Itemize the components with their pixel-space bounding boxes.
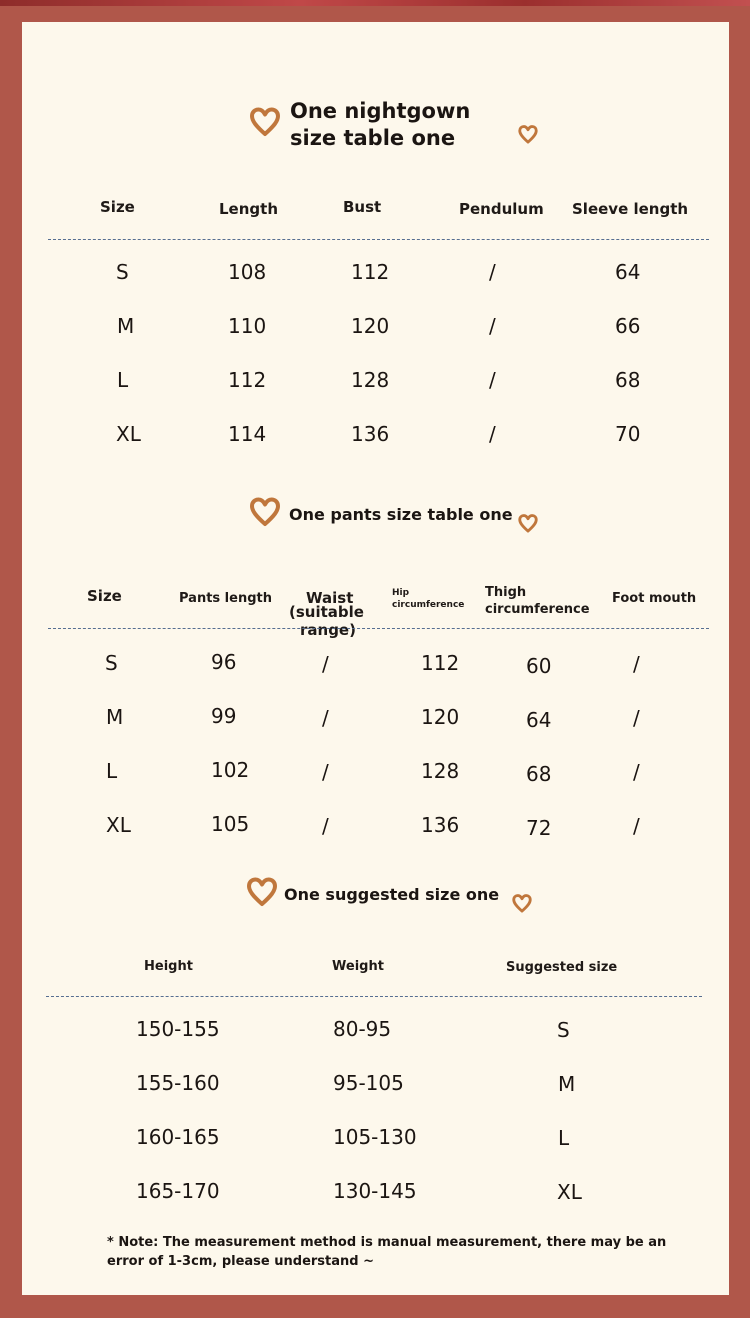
pants-header-waist-line3: range) bbox=[300, 621, 356, 639]
table-cell: / bbox=[489, 314, 496, 338]
suggested-title: One suggested size one bbox=[284, 885, 500, 904]
table-cell: 99 bbox=[211, 704, 237, 728]
table-cell: M bbox=[558, 1072, 576, 1096]
table-cell: / bbox=[489, 260, 496, 284]
table-cell: / bbox=[633, 760, 640, 784]
heart-icon bbox=[518, 514, 538, 533]
table-cell: 112 bbox=[421, 651, 460, 675]
table-cell: 120 bbox=[351, 314, 390, 338]
table-cell: S bbox=[557, 1018, 570, 1042]
pants-header-waist-line1: Waist bbox=[306, 589, 354, 607]
table-cell: 72 bbox=[526, 816, 552, 840]
nightgown-title-line2: size table one bbox=[290, 126, 456, 150]
table-cell: 128 bbox=[421, 759, 460, 783]
table-cell: 66 bbox=[615, 314, 641, 338]
table-cell: 130-145 bbox=[333, 1179, 417, 1203]
table-cell: 60 bbox=[526, 654, 552, 678]
table-cell: 80-95 bbox=[333, 1017, 392, 1041]
table-cell: 150-155 bbox=[136, 1017, 220, 1041]
table-cell: 108 bbox=[228, 260, 267, 284]
table-cell: S bbox=[116, 260, 129, 284]
table-cell: / bbox=[322, 652, 329, 676]
table-cell: 68 bbox=[615, 368, 641, 392]
nightgown-header-bust: Bust bbox=[343, 198, 382, 216]
suggested-header-height: Height bbox=[144, 959, 193, 974]
table-cell: / bbox=[489, 422, 496, 446]
nightgown-header-length: Length bbox=[219, 200, 278, 218]
table-cell: 114 bbox=[228, 422, 267, 446]
table-cell: 120 bbox=[421, 705, 460, 729]
suggested-header-suggested-size: Suggested size bbox=[506, 960, 618, 975]
table-cell: 64 bbox=[615, 260, 641, 284]
measurement-note-line2: error of 1-3cm, please understand ~ bbox=[107, 1254, 375, 1269]
heart-icon bbox=[518, 125, 538, 144]
table-cell: 136 bbox=[351, 422, 390, 446]
table-cell: / bbox=[633, 652, 640, 676]
table-cell: 155-160 bbox=[136, 1071, 220, 1095]
table-cell: 160-165 bbox=[136, 1125, 220, 1149]
heart-icon bbox=[250, 106, 280, 138]
nightgown-divider bbox=[48, 239, 709, 240]
table-cell: XL bbox=[106, 813, 131, 837]
heart-icon bbox=[250, 496, 280, 528]
table-cell: 105 bbox=[211, 812, 250, 836]
table-cell: 105-130 bbox=[333, 1125, 417, 1149]
pants-title: One pants size table one bbox=[289, 505, 513, 524]
nightgown-title-line1: One nightgown bbox=[290, 99, 471, 123]
table-cell: / bbox=[322, 706, 329, 730]
pants-header-pants-length: Pants length bbox=[179, 591, 272, 606]
nightgown-header-pendulum: Pendulum bbox=[459, 200, 544, 218]
heart-icon bbox=[247, 876, 277, 908]
table-cell: M bbox=[106, 705, 124, 729]
suggested-header-weight: Weight bbox=[332, 959, 384, 974]
heart-icon bbox=[512, 894, 532, 913]
table-cell: 70 bbox=[615, 422, 641, 446]
table-cell: / bbox=[489, 368, 496, 392]
table-cell: 112 bbox=[351, 260, 390, 284]
pants-header-thigh-line2: circumference bbox=[485, 602, 590, 617]
pants-header-foot-mouth: Foot mouth bbox=[612, 591, 697, 606]
pants-header-size: Size bbox=[87, 587, 122, 605]
table-cell: / bbox=[322, 760, 329, 784]
table-cell: 96 bbox=[211, 650, 237, 674]
table-cell: XL bbox=[116, 422, 141, 446]
suggested-divider bbox=[46, 996, 702, 997]
pants-header-hip-line2: circumference bbox=[392, 600, 465, 610]
table-cell: 102 bbox=[211, 758, 250, 782]
table-cell: S bbox=[105, 651, 118, 675]
table-cell: / bbox=[633, 706, 640, 730]
table-cell: 95-105 bbox=[333, 1071, 404, 1095]
nightgown-header-sleeve-length: Sleeve length bbox=[572, 200, 689, 218]
measurement-note-line1: * Note: The measurement method is manual measurement, there may be an bbox=[107, 1235, 667, 1250]
pants-divider bbox=[48, 628, 709, 629]
table-cell: / bbox=[322, 814, 329, 838]
nightgown-header-size: Size bbox=[100, 198, 135, 216]
table-cell: L bbox=[106, 759, 118, 783]
top-decorative-strip bbox=[0, 0, 750, 6]
table-cell: 68 bbox=[526, 762, 552, 786]
table-cell: L bbox=[117, 368, 129, 392]
table-cell: 136 bbox=[421, 813, 460, 837]
table-cell: XL bbox=[557, 1180, 582, 1204]
table-cell: L bbox=[558, 1126, 570, 1150]
table-cell: / bbox=[633, 814, 640, 838]
table-cell: 165-170 bbox=[136, 1179, 220, 1203]
pants-header-waist-line2: (suitable bbox=[289, 603, 364, 621]
table-cell: 128 bbox=[351, 368, 390, 392]
table-cell: 110 bbox=[228, 314, 267, 338]
pants-header-thigh-line1: Thigh bbox=[485, 585, 527, 600]
table-cell: 64 bbox=[526, 708, 552, 732]
table-cell: M bbox=[117, 314, 135, 338]
table-cell: 112 bbox=[228, 368, 267, 392]
pants-header-hip-line1: Hip bbox=[392, 588, 410, 598]
